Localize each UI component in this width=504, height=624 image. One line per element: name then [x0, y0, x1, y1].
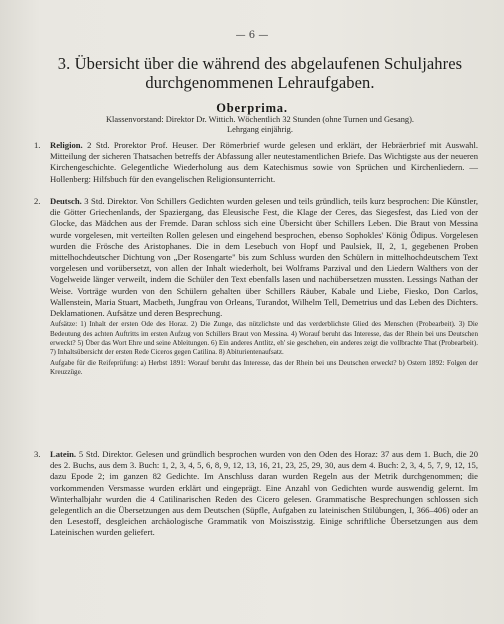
- section-text: 3 Std. Direktor. Von Schillers Gedichten wurden gelesen und teils gründlich, teils kurz besprochen: Die Künstler, die Götter Griechenlands, der Spaziergang, das Eleusische Fest, die Klage der Ceres, das Siegesfest, das Lied von der Glocke, das Mädchen aus der Fremde. Daran schloss sich eine Übersicht über Schillers Leben. Die Braut von Messina wurde vorgelesen, mit verteilten Rollen gelesen und eingehend besprochen, ebenso Sophokles' König Ödipus. Vorgelesen wurden die Frösche des Aristophanes. Die in dem Lesebuch von Hopf und Paulsiek, II, 2, 1, gegebenen Proben mittelhochdeutscher Dichtung von „Der Rosengarte" bis zum Schluss wurden den Schülern in mittelhochdeutschem Text vorgelesen und vorübersetzt, von allen der Inhalt wiederholt, bei Wolframs Parzival und den Liedern Walthers von der Vogelweide länger verweilt, indem die Schüler den Text ebenfalls lasen und nachübersetzen mussten. Lessings Nathan der Weise. Vorträge wurden von den Schülern gehalten über Schillers Räuber, Kabale und Liebe, Fiesko, Don Carlos, Wallenstein, Maria Stuart, Macbeth, Jungfrau von Orleans, Turandot, Wilhelm Tell, Demetrius und das Leben des Dichters. Deklamationen. Aufsätze und deren Besprechung.: [50, 196, 478, 319]
- section-number: 2.: [34, 196, 41, 206]
- section-number: 1.: [34, 140, 41, 150]
- essay-topics-note: Aufsätze: 1) Inhalt der ersten Ode des Horaz. 2) Die Zunge, das nützlichste und das verderblichste Glied des Menschen (Probearbeit). 3) Die Bedeutung des achten Auftritts im ersten Aufzug von Schillers Braut von Messina. 4) Worauf beruht das Interesse, das der Rhein bei uns Deutschen erweckt? 5) Über das Wort Ehre und seine Ableitungen. 6) Ein anderes Antlitz, eh' sie geschehen, ein anderes zeigt die vollbrachte That (Probearbeit). 7) Inhaltsübersicht der ersten Rede Ciceros gegen Catilina. 8) Abiturientenaufsatz.: [50, 320, 478, 357]
- page-number: — 6 —: [235, 30, 269, 41]
- title-line-1: 3. Übersicht über die während des abgelaufenen Schuljahres: [57, 54, 463, 73]
- section-latein: [34, 449, 478, 539]
- section-subject: Latein.: [50, 449, 77, 459]
- section-religion: [34, 140, 478, 185]
- section-text: 5 Std. Direktor. Gelesen und gründlich besprochen wurden von den Oden des Horaz: 37 aus dem 1. Buch, die 20 des 2. Buchs, aus dem 3. Buch: 1, 2, 3, 4, 5, 6, 8, 9, 12, 13, 16, 21, 23, 25, 29, 30, aus dem 4. Buch: 2, 3, 4, 5, 7, 9, 12, 15, dazu Epode 2; im ganzen 82 Gedichte. Im Anschluss daran wurden Regeln aus der Metrik durchgenommen; die vorkommenden Versmasse wurden erklärt und eingeprägt. Eine Anzahl von Gedichten wurde auswendig gelernt. Im Winterhalbjahr wurden die 4 Catilinarischen Reden des Cicero gelesen. Grammatische Besprechungen schlossen sich gelegentlich an die Übersetzungen aus dem Deutschen (Süpfle, Aufgaben zu lateinischen Stilübungen, I, 366–406) oder an den Lesestoff, desgleichen archäologische Grammatik von Moiszisstzig. Einige schriftliche Übersetzungen aus dem Lateinischen wurden geliefert.: [50, 449, 478, 538]
- page-title: [40, 54, 480, 92]
- class-info: [60, 115, 460, 135]
- section-number: 3.: [34, 449, 41, 459]
- title-line-2: durchgenommenen Lehraufgaben.: [145, 73, 375, 92]
- section-text: 2 Std. Prorektor Prof. Heuser. Der Römerbrief wurde gelesen und erklärt, der Hebräerbrief mit Auswahl. Mitteilung der sicheren Thatsachen betreffs der Abfassung aller neutestamentlichen Briefe. Das Wichtigste aus der neueren Kirchengeschichte. Gelegentliche Wiederholung aus dem Katechismus sowie von Sprüchen und Kirchenliedern. — Hollenberg: Hilfsbuch für den evangelischen Religionsunterricht.: [50, 140, 478, 184]
- class-teacher-line: Klassenvorstand: Direktor Dr. Wittich. Wöchentlich 32 Stunden (ohne Turnen und Gesang).: [105, 115, 415, 124]
- section-subject: Deutsch.: [50, 196, 82, 206]
- section-deutsch: [34, 196, 478, 378]
- class-heading: Oberprima.: [216, 101, 288, 115]
- course-duration: Lehrgang einjährig.: [227, 125, 293, 134]
- exam-topics-note: Aufgabe für die Reifeprüfung: a) Herbst 1891: Worauf beruht das Interesse, das der Rhein bei uns Deutschen erweckt? b) Ostern 1892: Folgen der Kreuzzüge.: [50, 358, 478, 377]
- section-subject: Religion.: [50, 140, 83, 150]
